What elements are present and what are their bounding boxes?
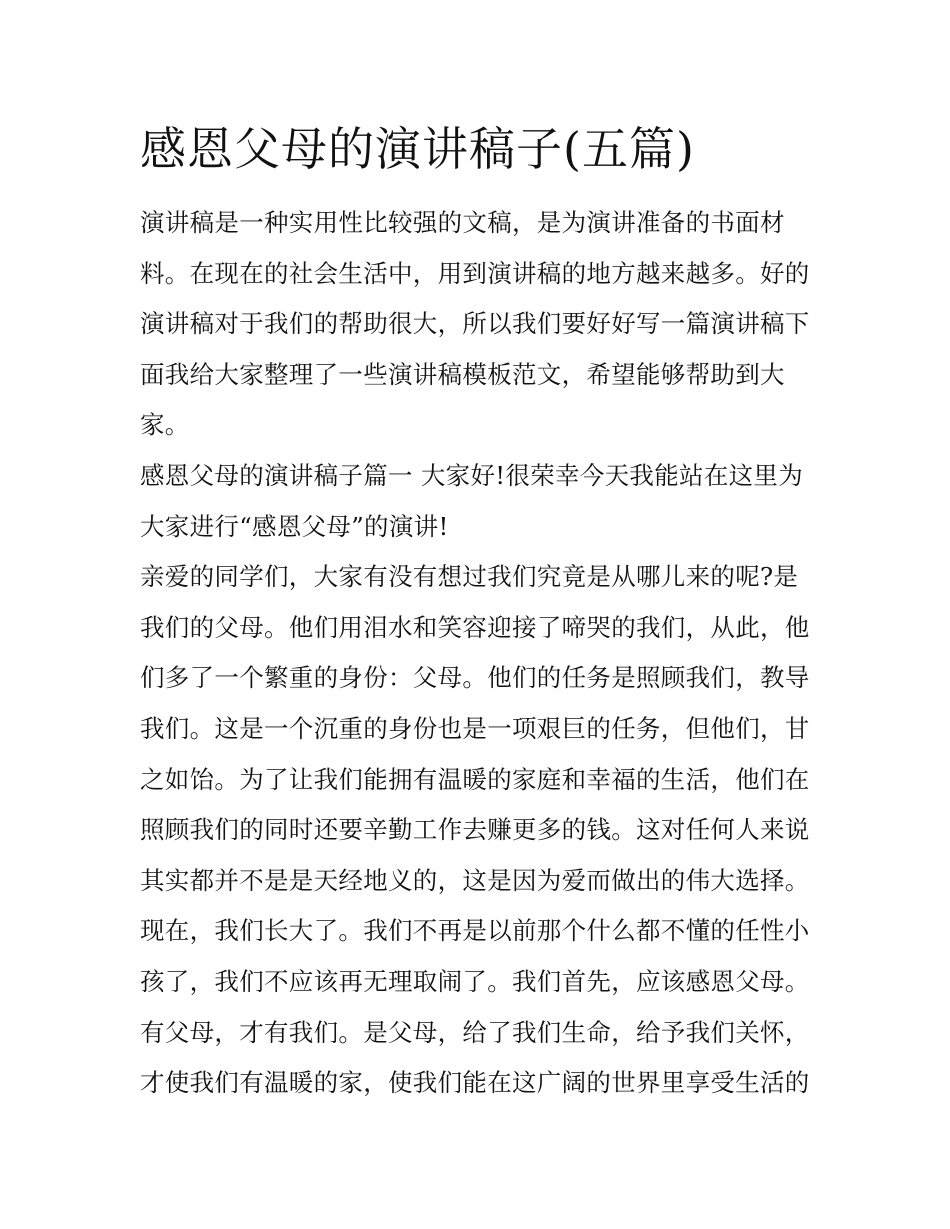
text-line: 演讲稿对于我们的帮助很大，所以我们要好好写一篇演讲稿下 — [140, 309, 810, 339]
text-line: 其实都并不是是天经地义的，这是因为爱而做出的伟大选择。 — [140, 865, 810, 895]
text-line: 才使我们有温暖的家，使我们能在这广阔的世界里享受生活的 — [140, 1068, 810, 1098]
text-line: 亲爱的同学们，大家有没有想过我们究竟是从哪儿来的呢?是 — [140, 562, 799, 592]
text-line: 料。在现在的社会生活中，用到演讲稿的地方越来越多。好的 — [140, 258, 810, 288]
text-line: 有父母，才有我们。是父母，给了我们生命，给予我们关怀， — [140, 1017, 810, 1047]
text-line: 家。 — [140, 410, 190, 440]
text-line: 感恩父母的演讲稿子篇一 大家好!很荣幸今天我能站在这里为 — [140, 460, 804, 490]
text-line: 演讲稿是一种实用性比较强的文稿，是为演讲准备的书面材 — [140, 208, 785, 237]
document-body — [140, 198, 820, 1109]
text-line: 之如饴。为了让我们能拥有温暖的家庭和幸福的生活，他们在 — [140, 764, 810, 794]
text-line: 我们。这是一个沉重的身份也是一项艰巨的任务，但他们，甘 — [140, 713, 810, 743]
text-line: 大家进行“感恩父母”的演讲! — [140, 511, 449, 541]
document-title: 感恩父母的演讲稿子(五篇) — [140, 122, 695, 176]
text-line: 面我给大家整理了一些演讲稿模板范文，希望能够帮助到大 — [140, 359, 785, 389]
text-line: 们多了一个繁重的身份：父母。他们的任务是照顾我们，教导 — [140, 663, 810, 693]
text-line: 现在，我们长大了。我们不再是以前那个什么都不懂的任性小 — [140, 916, 810, 946]
text-line: 孩了，我们不应该再无理取闹了。我们首先，应该感恩父母。 — [140, 966, 810, 996]
text-line: 照顾我们的同时还要辛勤工作去赚更多的钱。这对任何人来说 — [140, 815, 810, 845]
text-line: 我们的父母。他们用泪水和笑容迎接了啼哭的我们，从此，他 — [140, 612, 810, 642]
